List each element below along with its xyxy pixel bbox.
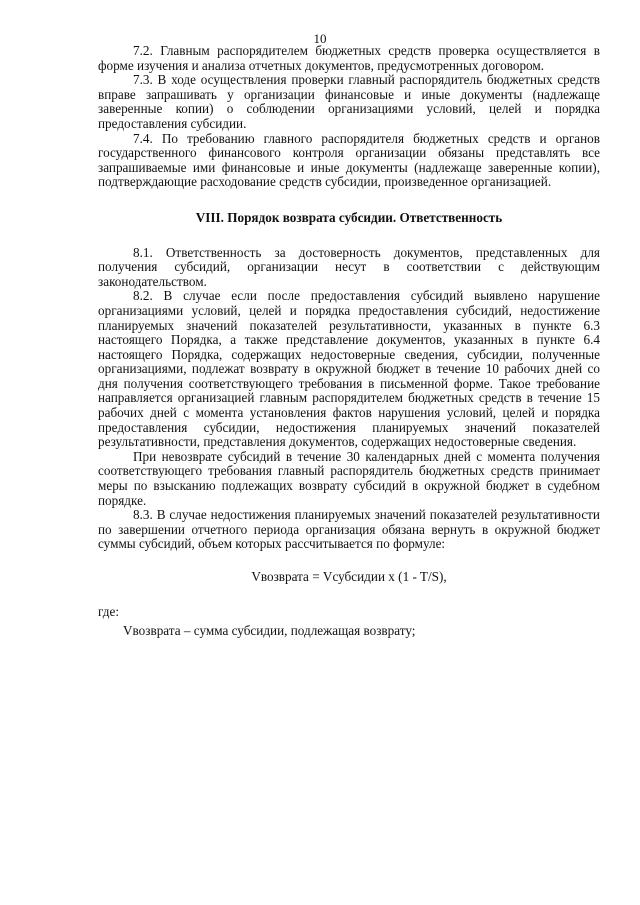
paragraph-7-4: 7.4. По требованию главного распорядителя бюджетных средств и органов государственного финансового контроля организации обязаны представлять все запрашиваемые ими финансовые и иные документы (надлежаще заверенные копии), подтверждающие расходование средств субсидии, произведенное организацией. [98,130,600,190]
paragraph-8-1: 8.1. Ответственность за достоверность документов, представленных для получения субсидий, организации несут в соответствии с действующим законодательством. [98,244,600,289]
page-number: 10 [313,31,327,46]
paragraph-8-3: 8.3. В случае недостижения планируемых значений показателей результативности по завершении отчетного периода организация обязана вернуть в окружной бюджет суммы субсидий, объем которых рассчитывается по формуле: [98,507,600,552]
paragraph-7-3: 7.3. В ходе осуществления проверки главный распорядитель бюджетных средств вправе запрашивать у организации финансовые и иные документы (надлежаще заверенные копии) о соблюдении организациями условий, целей и порядка предоставления субсидии. [98,72,600,131]
document-body [98,44,600,639]
paragraph-nonreturn: При невозврате субсидий в течение 30 календарных дней с момента получения соответствующего требования главный распорядитель бюджетных средств принимает меры по взысканию подлежащих возврату субсидий в окружной бюджет в судебном порядке. [98,448,600,508]
where-label: где: [98,603,119,619]
paragraph-7-2: 7.2. Главным распорядителем бюджетных средств проверка осуществляется в форме изучения и анализа отчетных документов, предусмотренных договором. [98,43,600,73]
section-heading-viii: VIII. Порядок возврата субсидии. Ответственность [195,209,503,225]
return-formula: Vвозврата = Vсубсидии x (1 - T/S), [251,569,447,584]
definition-vreturn: Vвозврата – сумма субсидии, подлежащая возврату; [123,623,416,639]
paragraph-8-2: 8.2. В случае если после предоставления субсидий выявлено нарушение организациями условий, целей и порядка предоставления субсидий, недостижение планируемых значений показателей результативности, указанных в пункте 6.3 настоящего Порядка, а также представление документов, указанных в пункте 6.4 настоящего Порядка, содержащих недостоверные сведения, субсидии, полученные организациями, подлежат возврату в окружной бюджет в течение 10 рабочих дней со дня получения соответствующего требования в письменной форме. Такое требование направляется организацией главным распорядителем бюджетных средств в течение 15 рабочих дней с момента установления фактов нарушения условий, целей и порядка предоставления субсидии, недостижения планируемых значений показателей результативности, представления документов, содержащих недостоверные сведения. [98,288,600,450]
